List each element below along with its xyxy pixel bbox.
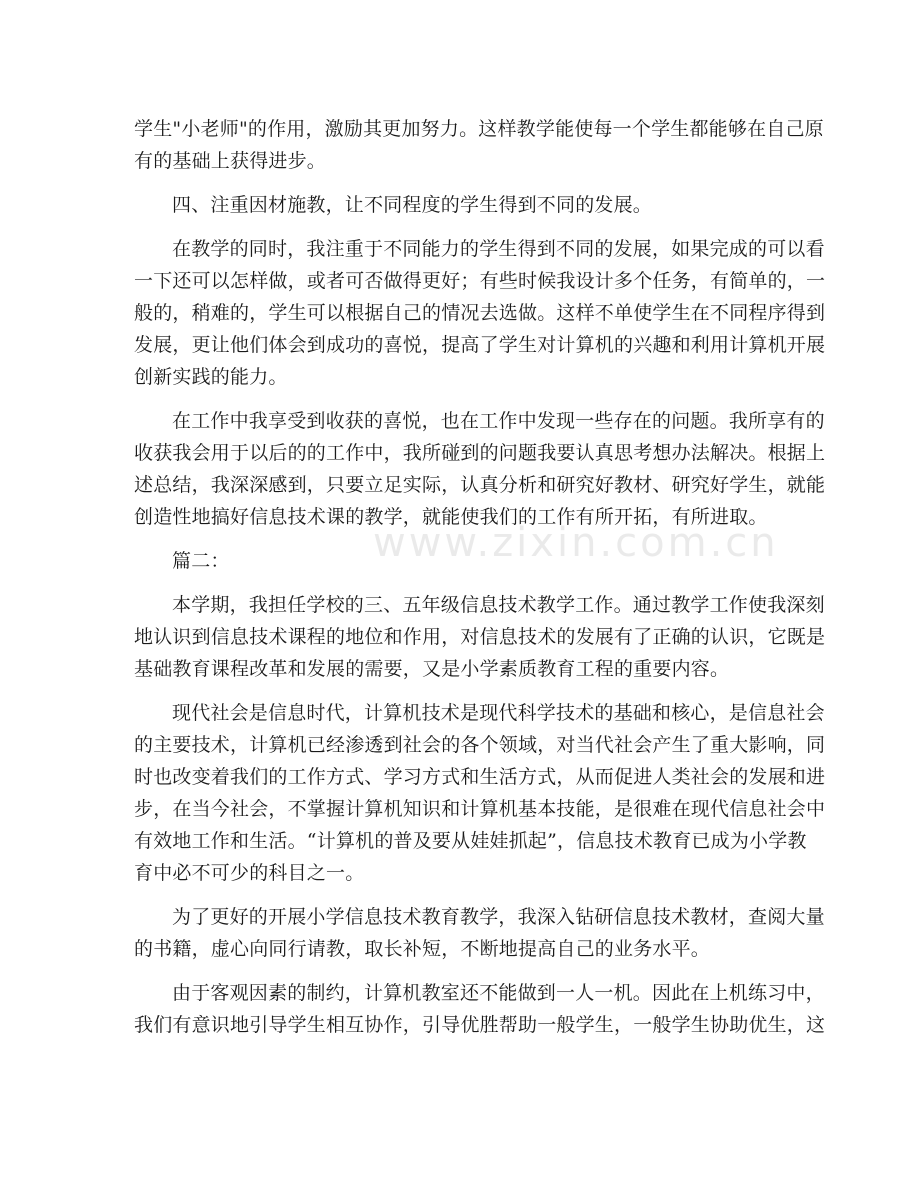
paragraph [134,697,826,889]
text-line: 基础教育课程改革和发展的需要，又是小学素质教育工程的重要内容。 [134,658,730,680]
text-line: 本学期，我担任学校的三、五年级信息技术教学工作。通过教学工作使我深刻 [172,594,825,616]
document-body [134,113,826,1041]
paragraph [134,233,826,393]
text-line: 创造性地搞好信息技术课的教学，就能使我们的工作有所开拓，有所进取。 [134,506,768,528]
text-line: 学生"小老师"的作用，激励其更加努力。这样教学能使每一个学生都能够在自己原 [134,118,824,140]
watermark: www.zixin.com.cn [373,520,779,566]
paragraph [134,405,826,533]
text-line: 创新实践的能力。 [134,366,288,388]
text-line: 在教学的同时，我注重于不同能力的学生得到不同的发展，如果完成的可以看 [172,238,825,260]
text-line: 地认识到信息技术课程的地位和作用，对信息技术的发展有了正确的认识，它既是 [134,626,826,648]
paragraph [134,113,824,177]
text-line: 四、注重因材施教，让不同程度的学生得到不同的发展。 [172,194,653,216]
text-line: 收获我会用于以后的的工作中，我所碰到的问题我要认真思考想办法解决。根据上 [134,442,826,464]
paragraph [134,901,825,965]
text-line: 为了更好的开展小学信息技术教育教学，我深入钻研信息技术教材，查阅大量 [172,906,825,928]
text-line: 育中必不可少的科目之一。 [134,862,365,884]
text-line: 一下还可以怎样做，或者可否做得更好；有些时候我设计多个任务，有简单的，一 [134,270,826,292]
text-line: 述总结，我深深感到，只要立足实际，认真分析和研究好教材、研究好学生，就能 [134,474,826,496]
text-line: 的主要技术，计算机已经渗透到社会的各个领域，对当代社会产生了重大影响，同 [134,734,826,756]
text-line: 般的，稍难的，学生可以根据自己的情况去选做。这样不单使学生在不同程序得到 [134,302,826,324]
text-line: 由于客观因素的制约，计算机教室还不能做到一人一机。因此在上机练习中， [172,982,825,1004]
text-line: 在工作中我享受到收获的喜悦，也在工作中发现一些存在的问题。我所享有的 [172,410,825,432]
section-heading [134,189,786,221]
text-line: 的书籍，虚心向同行请教，取长补短，不断地提高自己的业务水平。 [134,938,711,960]
text-line: 有效地工作和生活。“计算机的普及要从娃娃抓起”，信息技术教育已成为小学教 [134,830,807,852]
paragraph [134,589,826,685]
text-line: 现代社会是信息时代，计算机技术是现代科学技术的基础和核心，是信息社会 [172,702,825,724]
section-heading [134,545,786,577]
text-line: 有的基础上获得进步。 [134,150,327,172]
text-line: 我们有意识地引导学生相互协作，引导优胜帮助一般学生，一般学生协助优生，这 [134,1014,826,1036]
text-line: 时也改变着我们的工作方式、学习方式和生活方式，从而促进人类社会的发展和进 [134,766,826,788]
text-line: 步，在当今社会，不掌握计算机知识和计算机基本技能，是很难在现代信息社会中 [134,798,826,820]
paragraph [134,977,826,1041]
text-line: 篇二： [172,550,230,572]
text-line: 发展，更让他们体会到成功的喜悦，提高了学生对计算机的兴趣和利用计算机开展 [134,334,826,356]
